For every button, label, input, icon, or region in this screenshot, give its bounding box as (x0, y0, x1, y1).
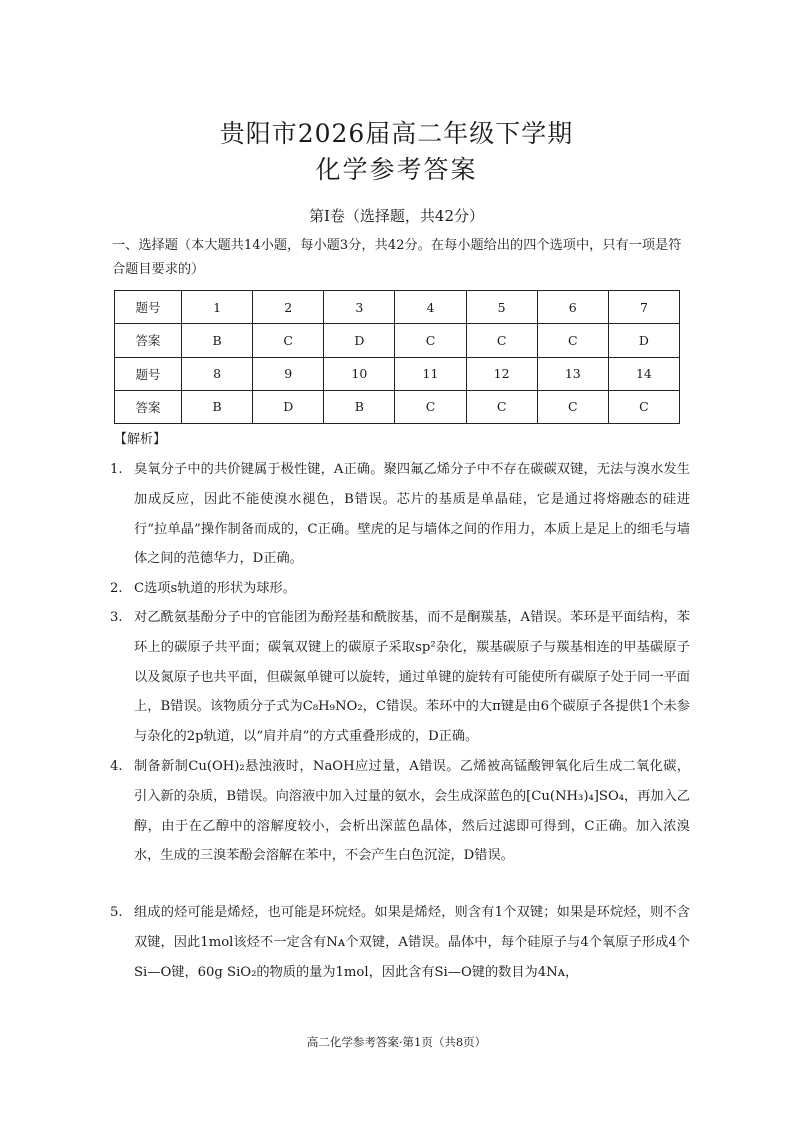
document-title-line2: 化学参考答案 (315, 155, 478, 184)
table-row (115, 390, 680, 423)
item-text: C选项s轨道的形状为球形。 (134, 581, 296, 596)
table-cell: C (537, 390, 608, 423)
table-cell: 1 (182, 291, 253, 324)
document-title-line1: 贵阳市2026届高二年级下学期 (219, 119, 574, 148)
answer-table (114, 290, 680, 424)
table-cell: C (537, 324, 608, 357)
table-cell: C (253, 324, 324, 357)
table-cell: B (182, 324, 253, 357)
analysis-item-1 (110, 455, 690, 574)
section-title: 第Ⅰ卷（选择题，共42分） (308, 207, 484, 225)
table-cell: 6 (537, 291, 608, 324)
item-number: 4. (110, 759, 123, 774)
table-cell: 13 (537, 357, 608, 390)
section-intro: 一、选择题（本大题共14小题，每小题3分，共42分。在每小题给出的四个选项中，只有一项是符合题目要求的） (112, 238, 682, 277)
table-cell: 7 (608, 291, 679, 324)
table-cell: 答案 (115, 324, 182, 357)
item-number: 5. (110, 905, 123, 920)
table-row (115, 357, 680, 390)
item-text: 对乙酰氨基酚分子中的官能团为酚羟基和酰胺基，而不是酮羰基，A错误。苯环是平面结构，苯环上的碳原子共平面；碳氧双键上的碳原子采取sp²杂化，羰基碳原子与羰基相连的甲基碳原子以及氮原子也共平面，但碳氮单键可以旋转，通过单键的旋转有可能使所有碳原子处于同一平面上，B错误。该物质分子式为C₈H₉NO₂，C错误。苯环中的大π键是由6个碳原子各提供1个未参与杂化的2p轨道，以“肩并肩”的方式重叠形成的，D正确。 (134, 610, 690, 745)
table-cell: 3 (324, 291, 395, 324)
table-cell: D (324, 324, 395, 357)
table-cell: 9 (253, 357, 324, 390)
table-cell: 8 (182, 357, 253, 390)
table-cell: C (608, 390, 679, 423)
table-cell: 5 (466, 291, 537, 324)
table-cell: 12 (466, 357, 537, 390)
table-cell: 2 (253, 291, 324, 324)
table-cell: 4 (395, 291, 466, 324)
table-row (115, 324, 680, 357)
table-row (115, 291, 680, 324)
table-cell: D (608, 324, 679, 357)
analysis-item-4 (110, 752, 690, 871)
item-text: 臭氧分子中的共价键属于极性键，A正确。聚四氟乙烯分子中不存在碳碳双键，无法与溴水发生加成反应，因此不能使溴水褪色，B错误。芯片的基质是单晶硅，它是通过将熔融态的硅进行“拉单晶”操作制备而成的，C正确。壁虎的足与墙体之间的作用力，本质上是足上的细毛与墙体之间的范德华力，D正确。 (134, 462, 690, 567)
table-cell: 题号 (115, 357, 182, 390)
table-cell: 答案 (115, 390, 182, 423)
table-cell: C (466, 324, 537, 357)
table-cell: 10 (324, 357, 395, 390)
item-text: 制备新制Cu(OH)₂悬浊液时，NaOH应过量，A错误。乙烯被高锰酸钾氧化后生成二氧化碳，引入新的杂质，B错误。向溶液中加入过量的氨水，会生成深蓝色的[Cu(NH₃)₄]SO₄，再加入乙醇，由于在乙醇中的溶解度较小，会析出深蓝色晶体，然后过滤即可得到，C正确。加入浓溴水，生成的三溴苯酚会溶解在苯中，不会产生白色沉淀，D错误。 (134, 759, 690, 864)
table-cell: C (466, 390, 537, 423)
item-number: 2. (110, 581, 123, 596)
table-cell: 题号 (115, 291, 182, 324)
item-text: 组成的烃可能是烯烃，也可能是环烷烃。如果是烯烃，则含有1个双键；如果是环烷烃，则不含双键，因此1mol该烃不一定含有Nᴀ个双键，A错误。晶体中，每个硅原子与4个氧原子形成4个Si—O键，60g SiO₂的物质的量为1mol，因此含有Si—O键的数目为4Nᴀ， (134, 905, 690, 980)
table-cell: D (253, 390, 324, 423)
item-number: 1. (110, 462, 123, 477)
table-cell: C (395, 390, 466, 423)
analysis-item-3 (110, 603, 690, 752)
analysis-item-2 (110, 574, 690, 604)
page-footer: 高二化学参考答案·第1页（共8页） (306, 1035, 487, 1049)
table-cell: B (324, 390, 395, 423)
table-cell: 11 (395, 357, 466, 390)
analysis-item-5 (110, 898, 690, 987)
table-cell: B (182, 390, 253, 423)
table-cell: C (395, 324, 466, 357)
table-cell: 14 (608, 357, 679, 390)
item-number: 3. (110, 610, 123, 625)
analysis-heading: 【解析】 (114, 432, 167, 447)
